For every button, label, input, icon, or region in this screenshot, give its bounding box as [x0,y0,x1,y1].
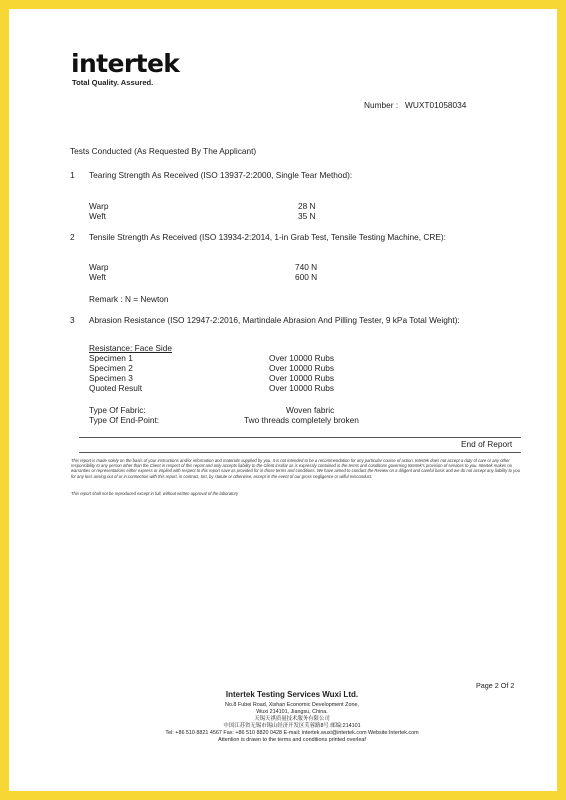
section-2-weft-label: Weft [89,272,106,282]
logo-tagline: Total Quality. Assured. [72,78,154,87]
section-1-number: 1 [70,170,75,180]
section-3-subheading: Resistance: Face Side [89,343,173,353]
section-1-warp-label: Warp [89,201,109,211]
specimen-3-label: Specimen 3 [89,373,133,383]
intertek-logo: intertek [71,49,180,78]
section-1-warp-value: 28 N [298,201,316,211]
specimen-1-label: Specimen 1 [89,353,133,363]
footer-contact-cn: 中国江苏省无锡市锡山经济开发区芙蓉路8号 邮编:214101 [223,723,361,729]
end-point-value: Two threads completely broken [244,415,359,425]
reproduction-note: This report shall not be reproduced except in full, without written approval of the laboratory [71,491,239,496]
report-number-value: WUXT01058034 [405,100,467,110]
section-1-weft-label: Weft [89,211,106,221]
footer-attention: Attention is drawn to the terms and conditions printed overleaf [218,737,366,743]
quoted-result-label: Quoted Result [89,383,143,393]
specimen-2-label: Specimen 2 [89,363,133,373]
specimen-3-value: Over 10000 Rubs [269,373,335,383]
section-2-warp-value: 740 N [295,262,318,272]
specimen-2-value: Over 10000 Rubs [269,363,335,373]
fabric-type-label: Type Of Fabric: [89,405,146,415]
section-2-remark: Remark : N = Newton [89,294,169,304]
footer-company: Intertek Testing Services Wuxi Ltd. [225,690,359,699]
section-1-weft-value: 35 N [298,211,316,221]
section-2-title: Tensile Strength As Received (ISO 13934-2:2014, 1-in Grab Test, Tensile Testing Machine, CRE): [89,232,446,242]
section-2-warp-label: Warp [89,262,109,272]
footer-address-cn: 天锡天祺质量技术服务有限公司 [254,716,330,722]
specimen-1-value: Over 10000 Rubs [269,353,335,363]
section-1-title: Tearing Strength As Received (ISO 13937-2:2000, Single Tear Method): [89,170,353,180]
quoted-result-value: Over 10000 Rubs [269,383,335,393]
section-2-weft-value: 600 N [295,272,318,282]
divider-top [79,437,521,438]
footer-address-1: No.8 Fubei Road, Xishan Economic Development Zone, [225,702,359,708]
section-3-number: 3 [70,315,75,325]
disclaimer-text: This report is made solely on the basis of your instructions and/or information and materials supplied by you. It is not intended to be a recommendation for any particular course of action. Intertek does not accept a duty of care or any other responsibility to any person other than the Client in respect of this report and only accepts liability to the Client insofar as is expressly contained in the terms and conditions governing Intertek's provision of services to you. Intertek makes no warranties or representations either express or implied with respect to this report save as provided for in those terms and conditions. We have aimed to conduct the Review on a diligent and careful basis and we do not accept any liability to you for any loss arising out of or in connection with this report, in contract, tort, by statute or otherwise, except in the event of our gross negligence or wilful misconduct. [71,458,520,479]
end-point-label: Type Of End-Point: [89,415,160,425]
section-3-title: Abrasion Resistance (ISO 12947-2:2016, Martindale Abrasion And Pilling Tester, 9 kPa Total Weight): [89,315,460,325]
tests-conducted-heading: Tests Conducted (As Requested By The Applicant) [70,146,257,156]
end-of-report: End of Report [461,439,513,449]
footer-contact: Tel: +86 510 8821 4567 Fax: +86 510 8820 0428 E-mail: intertek.wuxi@intertek.com Website:Intertek.com [165,730,419,736]
page-number: Page 2 Of 2 [476,681,515,690]
footer-address-2: Wuxi 214101, Jiangsu, China. [256,709,328,715]
divider-bottom [79,452,521,453]
fabric-type-value: Woven fabric [286,405,335,415]
report-number [364,100,466,110]
report-number-label: Number : [364,100,399,110]
section-2-number: 2 [70,232,75,242]
